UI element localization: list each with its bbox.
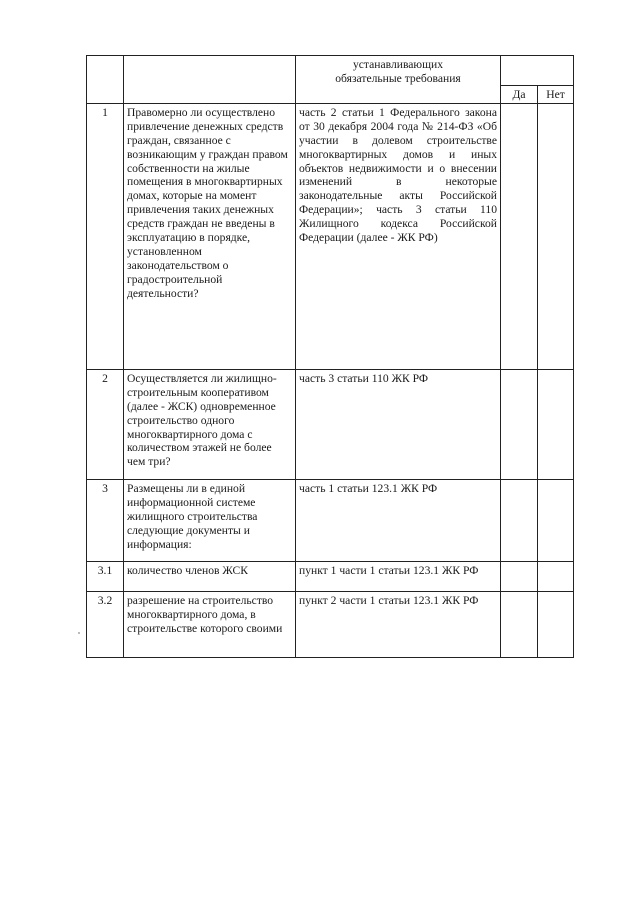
row-reference: часть 3 статьи 110 ЖК РФ: [296, 369, 501, 479]
row-no-cell[interactable]: [538, 561, 574, 591]
header-question-cell: [124, 56, 296, 104]
header-yes-label: Да: [501, 86, 538, 104]
row-question: разрешение на строительство многоквартирного дома, в строительстве которого своими: [124, 591, 296, 657]
row-reference: пункт 2 части 1 статьи 123.1 ЖК РФ: [296, 591, 501, 657]
row-question: Осуществляется ли жилищно-строительным кооперативом (далее - ЖСК) одновременное строительство одного многоквартирного дома с количеством этажей не более чем три?: [124, 369, 296, 479]
table-row: [87, 479, 574, 561]
row-yes-cell[interactable]: [501, 103, 538, 369]
row-no-cell[interactable]: [538, 103, 574, 369]
row-yes-cell[interactable]: [501, 369, 538, 479]
table-row: [87, 103, 574, 369]
row-question: Размещены ли в единой информационной системе жилищного строительства следующие документы и информация:: [124, 479, 296, 561]
header-reference-line1: устанавливающих: [352, 58, 444, 71]
row-no-cell[interactable]: [538, 369, 574, 479]
checklist-table: [86, 55, 574, 658]
header-num-cell: [87, 56, 124, 104]
row-yes-cell[interactable]: [501, 561, 538, 591]
header-answer-group-cell: [501, 56, 574, 86]
row-no-cell[interactable]: [538, 591, 574, 657]
row-number: 1: [87, 103, 124, 369]
table-row: [87, 369, 574, 479]
row-number: 2: [87, 369, 124, 479]
scan-speck: [78, 632, 80, 634]
row-reference: часть 1 статьи 123.1 ЖК РФ: [296, 479, 501, 561]
header-no-label: Нет: [538, 86, 574, 104]
row-yes-cell[interactable]: [501, 591, 538, 657]
header-reference-cell: [296, 56, 501, 104]
row-yes-cell[interactable]: [501, 479, 538, 561]
row-question: количество членов ЖСК: [124, 561, 296, 591]
row-no-cell[interactable]: [538, 479, 574, 561]
row-number: 3: [87, 479, 124, 561]
row-reference: пункт 1 части 1 статьи 123.1 ЖК РФ: [296, 561, 501, 591]
table-row: [87, 561, 574, 591]
row-reference: часть 2 статьи 1 Федерального закона от 30 декабря 2004 года № 214-ФЗ «Об участии в долевом строительстве многоквартирных домов и иных объектов недвижимости и о внесении изменений в некоторые законодательные акты Российской Федерации»; часть 3 статьи 110 Жилищного кодекса Российской Федерации (далее - ЖК РФ): [296, 103, 501, 369]
header-row: [87, 56, 574, 86]
row-number: 3.2: [87, 591, 124, 657]
header-reference-line2: обязательные требования: [335, 71, 461, 85]
table-row: [87, 591, 574, 657]
row-question: Правомерно ли осуществлено привлечение денежных средств граждан, связанное с возникающим у граждан правом собственности на жилые помещения в многоквартирных домах, которые на момент привлечения таких денежных средств граждан не введены в эксплуатацию в порядке, установленном законодательством о градостроительной деятельности?: [124, 103, 296, 369]
row-number: 3.1: [87, 561, 124, 591]
